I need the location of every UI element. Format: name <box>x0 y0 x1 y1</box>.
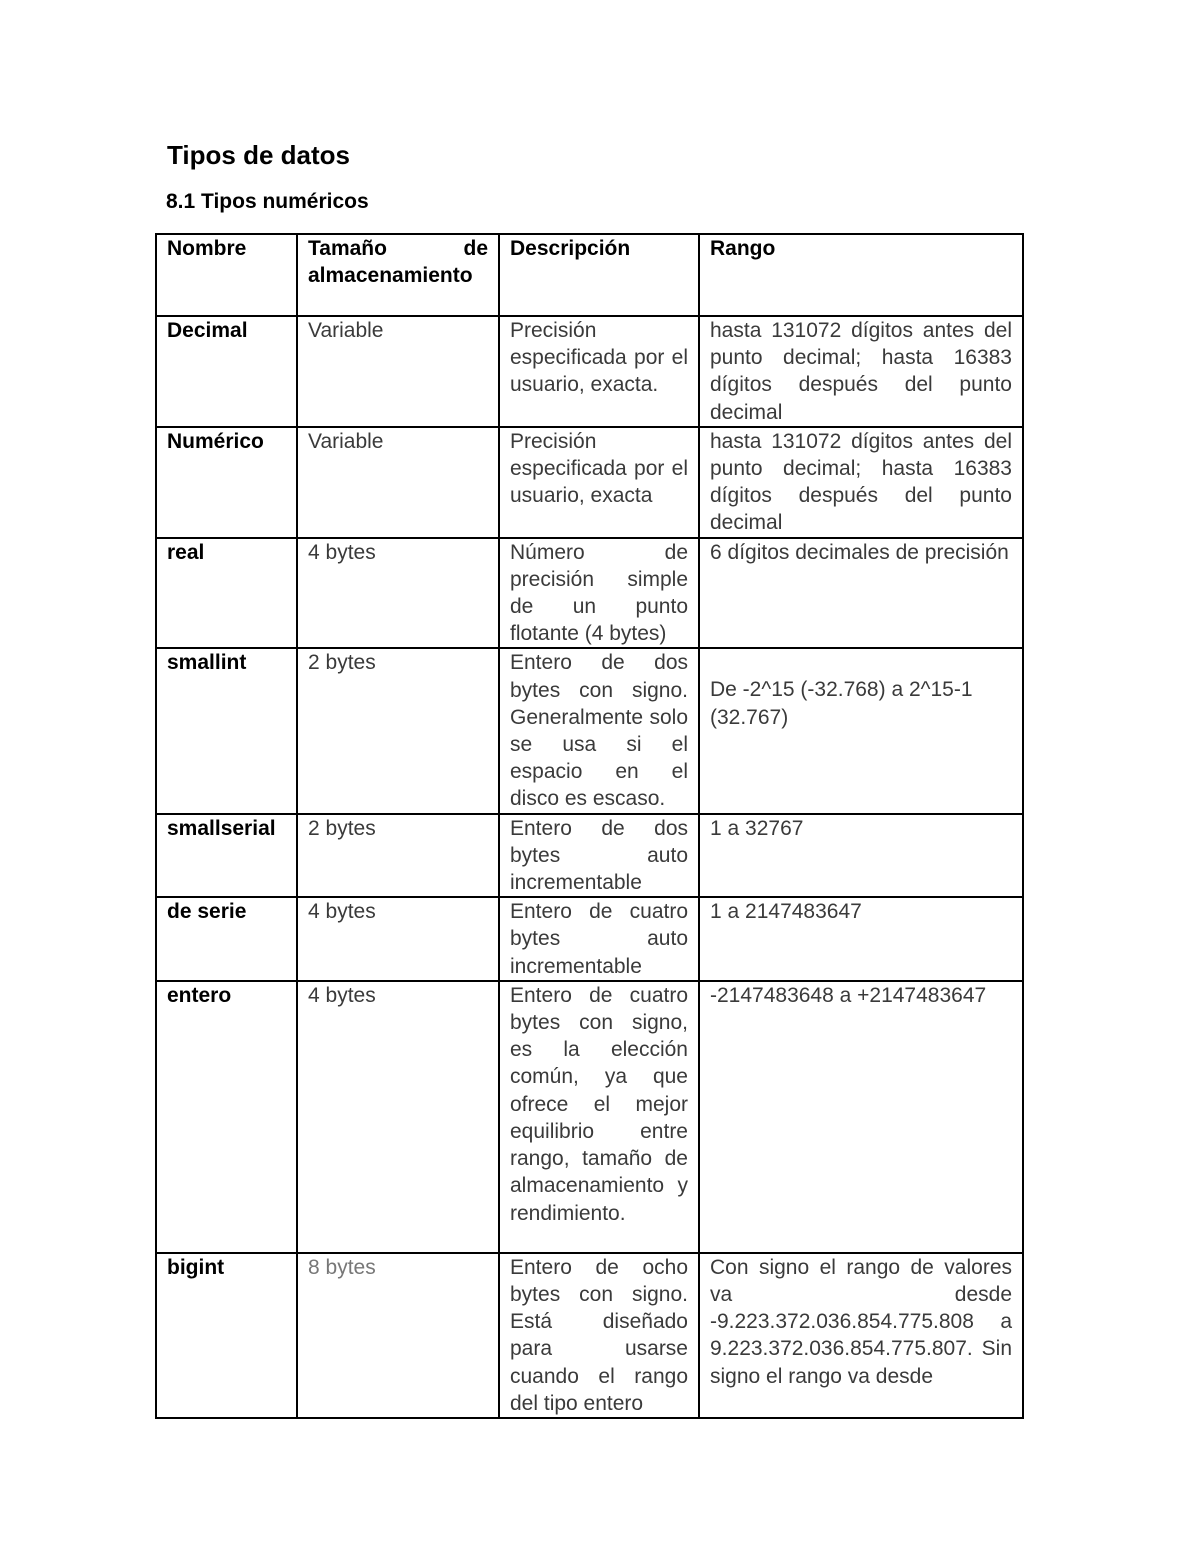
table-row <box>156 648 1023 813</box>
type-range: 1 a 2147483647 <box>699 897 1023 981</box>
type-range: -2147483648 a +2147483647 <box>699 981 1023 1253</box>
type-size: Variable <box>297 427 499 538</box>
table-header-row <box>156 234 1023 316</box>
type-name: Decimal <box>156 316 297 427</box>
type-size: 2 bytes <box>297 814 499 898</box>
column-header-size: Tamaño de almacenamiento <box>297 234 499 316</box>
table-row <box>156 1253 1023 1418</box>
type-name: bigint <box>156 1253 297 1418</box>
type-name: entero <box>156 981 297 1253</box>
type-size: 4 bytes <box>297 538 499 649</box>
type-description: Entero de cuatro bytes con signo, es la elección común, ya que ofrece el mejor equilibrio entre rango, tamaño de almacenamiento y rendimiento. <box>499 981 699 1253</box>
type-description: Entero de cuatro bytes auto incrementable <box>499 897 699 981</box>
table-row <box>156 814 1023 898</box>
table-row <box>156 981 1023 1253</box>
type-description: Precisión especificada por el usuario, exacta. <box>499 316 699 427</box>
table-row <box>156 897 1023 981</box>
type-description: Entero de dos bytes con signo. Generalmente solo se usa si el espacio en el disco es escaso. <box>499 648 699 813</box>
numeric-types-table <box>155 233 1024 1419</box>
page-title: Tipos de datos <box>167 140 350 170</box>
table-row <box>156 427 1023 538</box>
type-size: 4 bytes <box>297 981 499 1253</box>
type-description: Entero de dos bytes auto incrementable <box>499 814 699 898</box>
type-size: Variable <box>297 316 499 427</box>
type-range: hasta 131072 dígitos antes del punto decimal; hasta 16383 dígitos después del punto decimal <box>699 316 1023 427</box>
type-range: 6 dígitos decimales de precisión <box>699 538 1023 649</box>
type-size: 8 bytes <box>297 1253 499 1418</box>
type-description: Número de precisión simple de un punto flotante (4 bytes) <box>499 538 699 649</box>
table-row <box>156 316 1023 427</box>
column-header-name: Nombre <box>156 234 297 316</box>
type-name: smallint <box>156 648 297 813</box>
column-header-range: Rango <box>699 234 1023 316</box>
table-row <box>156 538 1023 649</box>
type-range: De -2^15 (-32.768) a 2^15-1 (32.767) <box>699 648 1023 813</box>
type-range: hasta 131072 dígitos antes del punto decimal; hasta 16383 dígitos después del punto decimal <box>699 427 1023 538</box>
column-header-description: Descripción <box>499 234 699 316</box>
type-range: Con signo el rango de valores va desde -9.223.372.036.854.775.808 a 9.223.372.036.854.775.807. Sin signo el rango va desde <box>699 1253 1023 1418</box>
type-name: de serie <box>156 897 297 981</box>
type-name: real <box>156 538 297 649</box>
type-description: Entero de ocho bytes con signo. Está diseñado para usarse cuando el rango del tipo entero <box>499 1253 699 1418</box>
section-title: 8.1 Tipos numéricos <box>166 190 369 213</box>
type-name: Numérico <box>156 427 297 538</box>
type-description: Precisión especificada por el usuario, exacta <box>499 427 699 538</box>
type-size: 2 bytes <box>297 648 499 813</box>
type-name: smallserial <box>156 814 297 898</box>
type-range: 1 a 32767 <box>699 814 1023 898</box>
type-size: 4 bytes <box>297 897 499 981</box>
